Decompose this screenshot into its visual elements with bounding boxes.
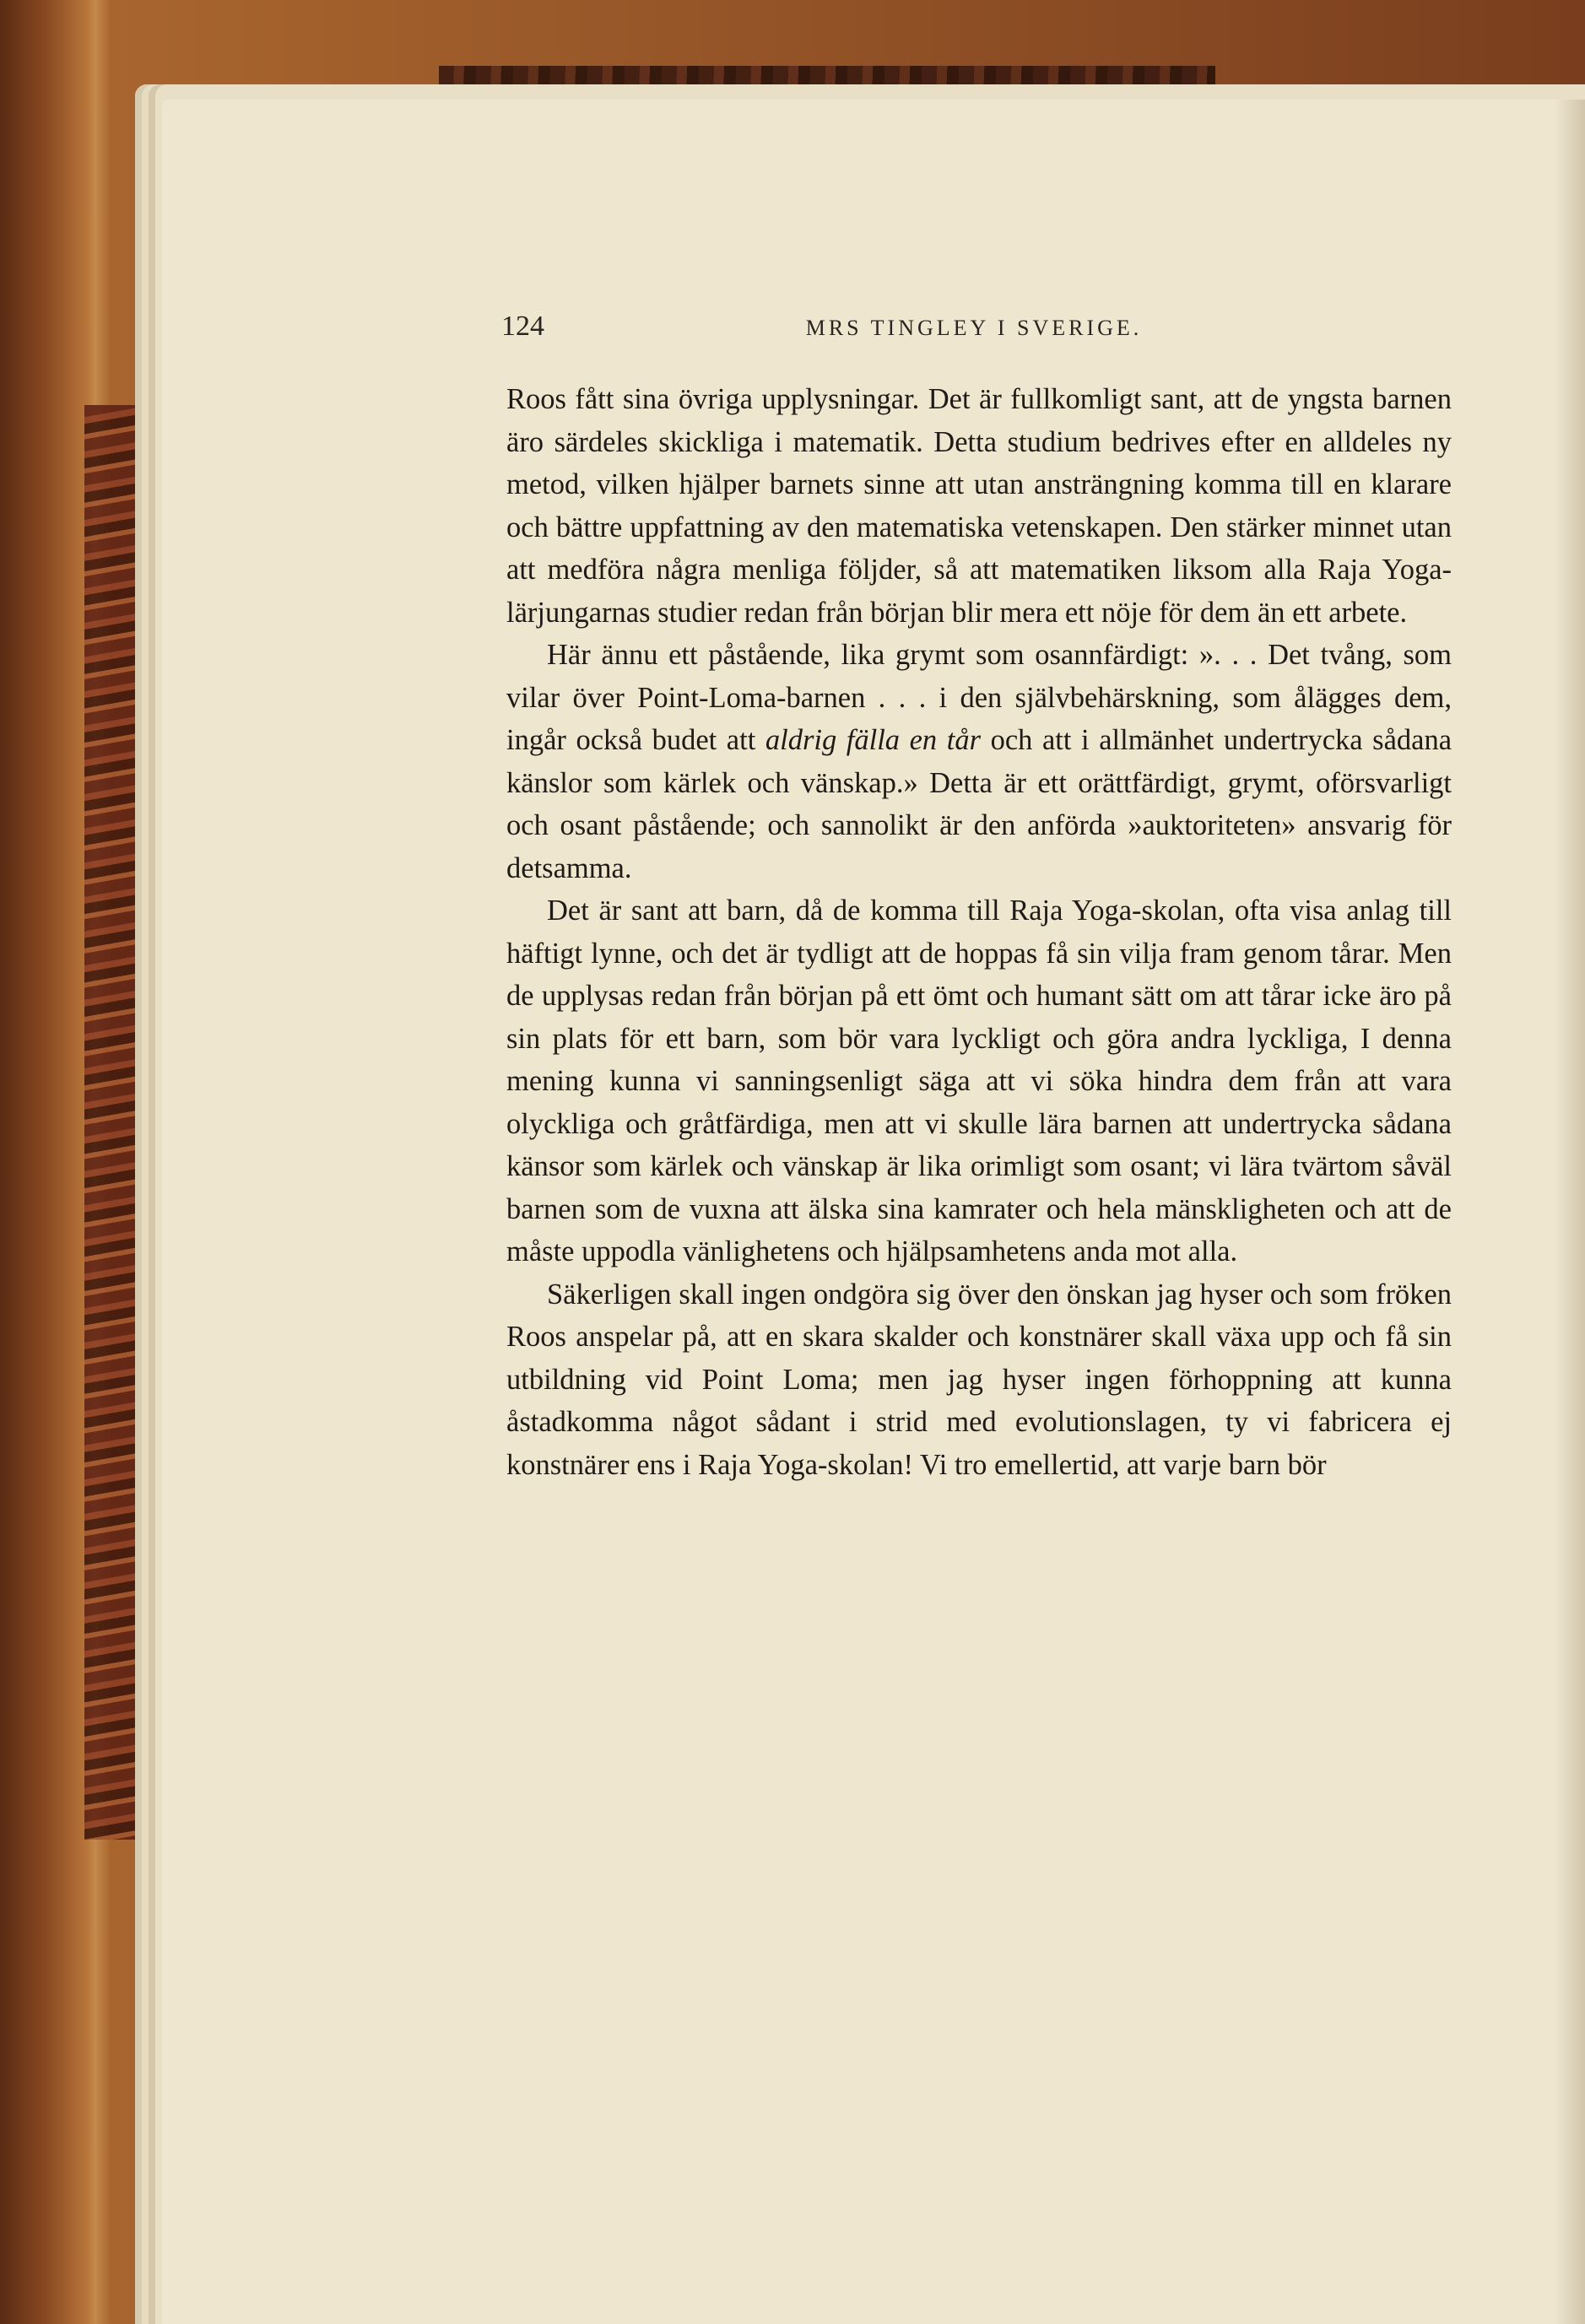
paragraph-2 [506,634,1452,889]
page-number: 124 [501,311,544,342]
body-text [506,378,1452,1486]
paragraph-2-part-a: Här ännu ett påstående, lika grymt som osannfärdigt: ». . . Det tvång, som vilar över Point-Loma-barnen . . . i den självbehärskning, som ålägges dem, ingår också budet att [506,639,1452,756]
running-head: MRS TINGLEY I SVERIGE. [805,316,1143,340]
page-header [501,311,1447,354]
page-shadow [1555,100,1585,2324]
paragraph-4: Säkerligen skall ingen ondgöra sig över den önskan jag hyser och som fröken Roos anspelar på, att en skara skalder och konstnärer skall växa upp och få sin utbildning vid Point Loma; men jag hyser ingen förhoppning att kunna åstadkomma något sådant i strid med evolutionslagen, ty vi fabricera ej konstnärer ens i Raja Yoga-skolan! Vi tro emellertid, att varje barn bör [506,1278,1452,1481]
paragraph-2-emphasis: aldrig fälla en tår [765,724,982,756]
paragraph-1: Roos fått sina övriga upplysningar. Det är fullkomligt sant, att de yngsta barnen äro särdeles skickliga i matematik. Detta studium bedrives efter en alldeles ny metod, vilken hjälper barnets sinne att utan ansträngning komma till en klarare och bättre uppfattning av den matematiska vetenskapen. Den stärker minnet utan att medföra några menliga följder, så att matematiken liksom alla Raja Yoga-lärjungarnas studier redan från början blir mera ett nöje för dem än ett arbete. [506,383,1452,629]
paragraph-2-part-b: och att i allmänhet undertrycka sådana känslor som kärlek och vänskap.» Detta är ett orättfärdigt, grymt, oförsvarligt och osant påstående; och sannolikt är den anförda »auktoriteten» ansvarig för detsamma. [506,724,1452,884]
paragraph-3: Det är sant att barn, då de komma till Raja Yoga-skolan, ofta visa anlag till häftigt lynne, och det är tydligt att de hoppas få sin vilja fram genom tårar. Men de upplysas redan från början på ett ömt och humant sätt om att tårar icke äro på sin plats för ett barn, som bör vara lyckligt och göra andra lyckliga, I denna mening kunna vi sanningsenligt säga att vi söka hindra dem från att vara olyckliga och gråtfärdiga, men att vi skulle lära barnen att undertrycka sådana känsor som kärlek och vänskap är lika orimligt som osant; vi lära tvärtom såväl barnen som de vuxna att älska sina kamrater och hela mänskligheten och att de måste uppodla vänlighetens och hjälpsamhetens anda mot alla. [506,894,1452,1267]
